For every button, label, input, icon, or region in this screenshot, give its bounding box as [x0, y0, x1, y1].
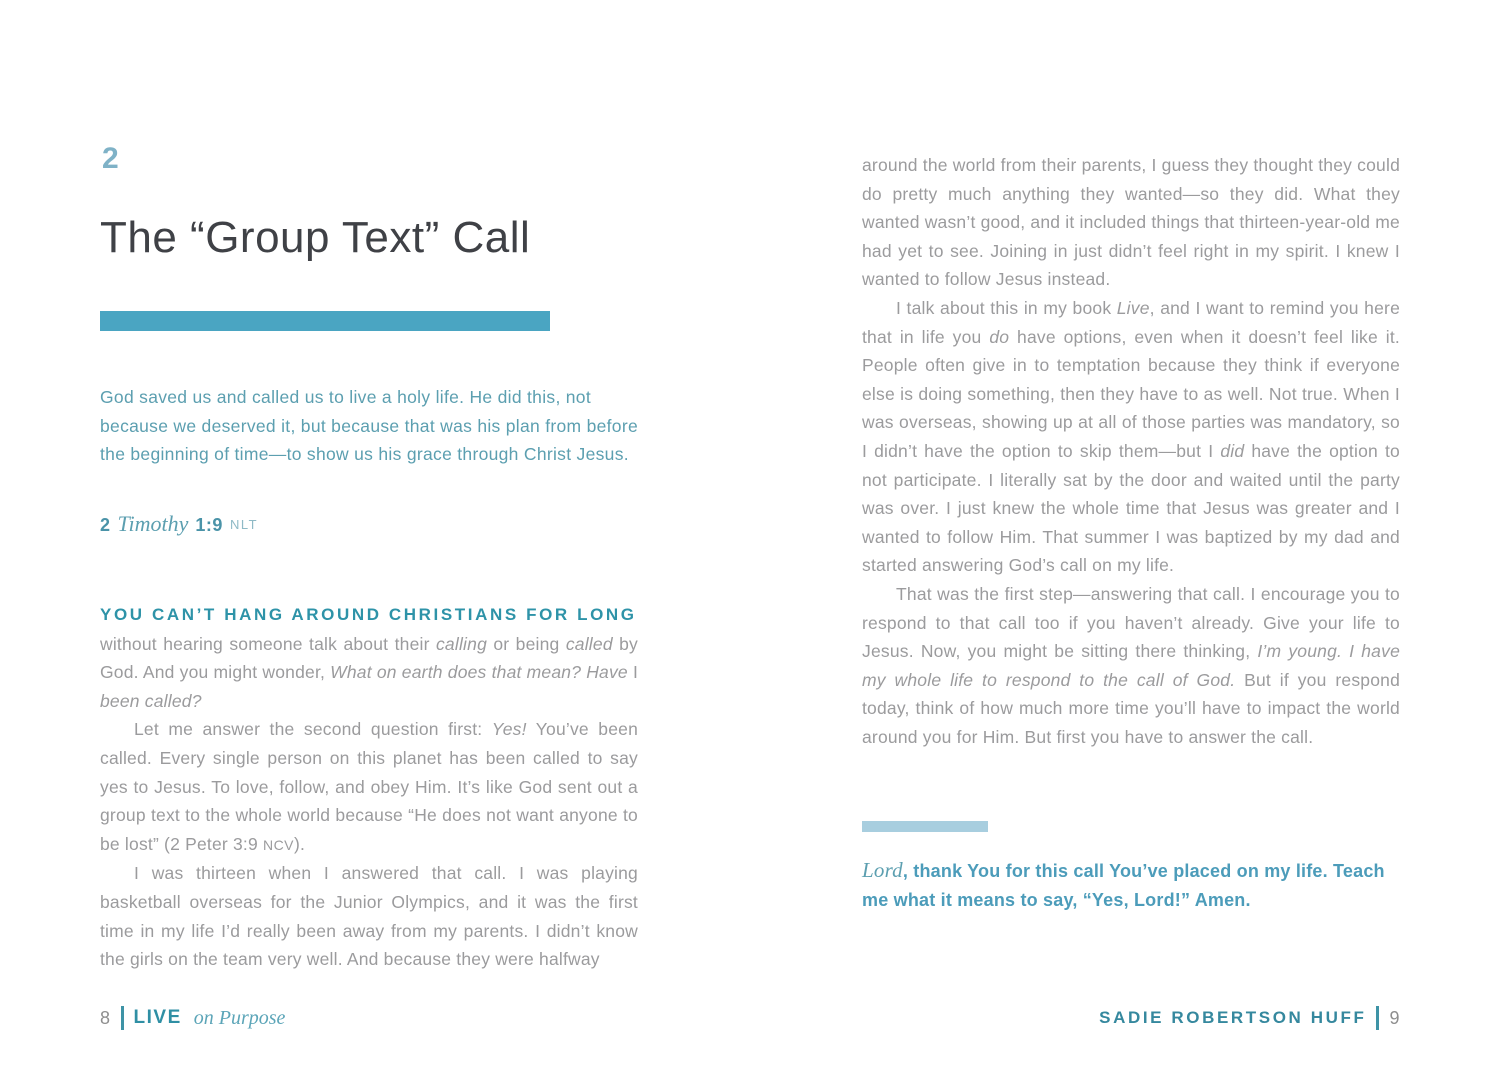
book-title-script: on Purpose [193, 1006, 286, 1029]
paragraph-runs: without hearing someone talk about their calling or being called by God. And you might wonder, What on earth does that mean? Have I been called? [100, 633, 639, 711]
prayer-accent-bar [862, 821, 988, 832]
page-number-right: 9 [1389, 1007, 1400, 1028]
page-left [100, 0, 638, 1091]
footer-divider [121, 1006, 124, 1030]
ref-translation: NLT [229, 516, 259, 532]
paragraph: That was the first step—answering that call. I encourage you to respond to that call too if you haven’t already. Give your life to Jesus. Now, you might be sitting there thinking, I’m young. I have my whole life to respond to the call of God. But if you respond today, think of how much more time you’ll have to impact the world around you for Him. But first you have to answer the call. [862, 583, 1400, 747]
page-right [862, 0, 1400, 1091]
footer-left [100, 1006, 638, 1030]
title-accent-bar [100, 311, 550, 331]
body-text-left [100, 601, 638, 974]
book-title: LIVE [133, 1007, 182, 1028]
scripture-reference [100, 511, 258, 537]
paragraph: Let me answer the second question first: Yes! You’ve been called. Every single person on this planet has been called to say yes to Jesus. To love, follow, and obey Him. It’s like God sent out a group text to the whole world because “He does not want anyone to be lost” (2 Peter 3:9 NCV). [100, 719, 638, 854]
scripture-quote: God saved us and called us to live a holy life. He did this, not because we deserved it, but because that was his plan from before the beginning of time—to show us his grace through Christ Jesus. [100, 387, 638, 464]
footer-divider [1376, 1006, 1379, 1030]
prayer-script-word: Lord [862, 858, 903, 882]
chapter-number: 2 [102, 142, 120, 175]
body-text-right [862, 151, 1400, 751]
chapter-title: The “Group Text” Call [100, 213, 531, 262]
section-lead-in: YOU CAN’T HANG AROUND CHRISTIANS FOR LONG [100, 605, 637, 624]
paragraph: around the world from their parents, I guess they thought they could do pretty much anything they wanted—so they did. What they wanted wasn’t good, and it included things that thirteen-year-old me had yet to see. Joining in just didn’t feel right in my spirit. I knew I wanted to follow Jesus instead. [862, 155, 1400, 290]
prayer-text [862, 856, 1400, 915]
ref-verse: 1:9 [195, 515, 223, 535]
ref-book-number: 2 [100, 515, 111, 535]
paragraph: I talk about this in my book Live, and I want to remind you here that in life you do have options, even when it doesn’t feel like it. People often give in to temptation because they think if everyone else is doing something, then they have to as well. Not true. When I was overseas, showing up at all of those parties was mandatory, so I didn’t have the option to skip them—but I did have the option to not participate. I literally sat by the door and waited until the party was over. I just knew the whole time that Jesus was greater and I wanted to follow Him. That summer I was baptized by my dad and started answering God’s call on my life. [862, 297, 1400, 576]
paragraph-lead [100, 601, 638, 715]
page-number-left: 8 [100, 1007, 111, 1028]
footer-right [862, 1006, 1400, 1030]
ref-book-name: Timothy [117, 511, 189, 536]
author-name: SADIE ROBERTSON HUFF [1099, 1008, 1367, 1027]
paragraph: I was thirteen when I answered that call. I was playing basketball overseas for the Junior Olympics, and it was the first time in my life I’d really been away from my parents. I didn’t know the girls on the team very well. And because they were halfway [100, 863, 638, 970]
prayer-body: , thank You for this call You’ve placed on my life. Teach me what it means to say, “Yes, Lord!” Amen. [862, 861, 1385, 910]
